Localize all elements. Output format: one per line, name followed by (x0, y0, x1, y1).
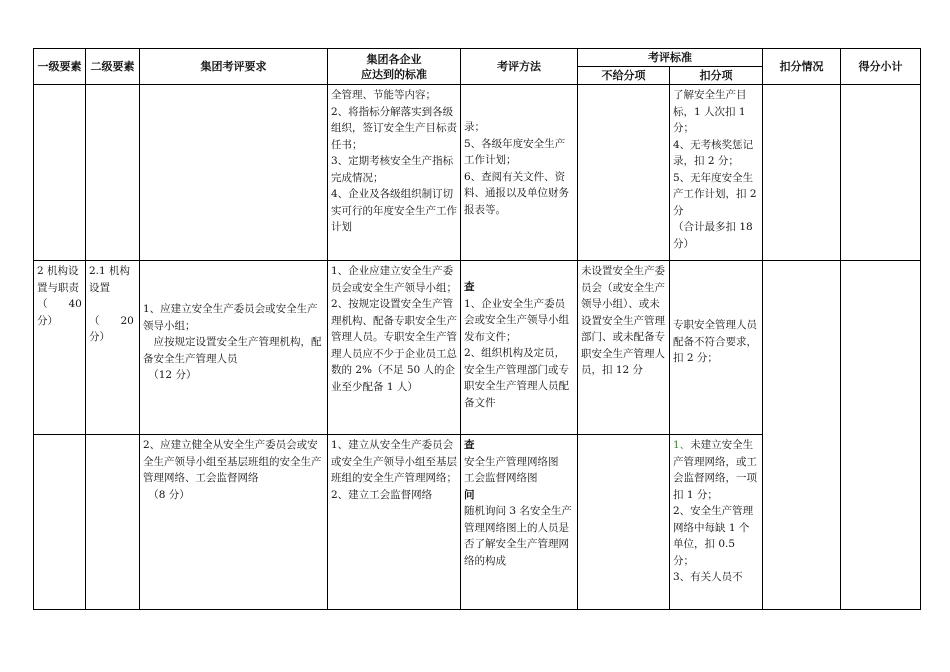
cell-level1 (34, 85, 86, 261)
cell-level2 (86, 85, 140, 261)
cell-subtotal (841, 85, 921, 261)
cell-level1: 2 机构设置与职责 （ 40 分） (34, 261, 86, 435)
table-row (34, 85, 921, 261)
deduct-item-number: 1、 (673, 439, 691, 451)
method-label-ask: 问 (464, 488, 475, 501)
cell-method (461, 261, 578, 435)
cell-requirement (140, 85, 328, 261)
method-text: 1、企业安全生产委员会或安全生产领导小组发布文件； 2、组织机构及定员，安全生产管理部门或专职安全生产管理人员配备文件 (464, 297, 569, 409)
cell-level2 (86, 435, 140, 610)
cell-requirement: 2、应建立健全从安全生产委员会或安全生产领导小组至基层班组的安全生产管理网络、工会监督网络 （8 分） (140, 435, 328, 610)
header-requirement: 集团考评要求 (140, 49, 328, 85)
cell-standard: 1、企业应建立安全生产委员会或安全生产领导小组； 2、按规定设置安全生产管理机构、配备专职安全生产管理人员。专职安全生产管理人员应不少于企业员工总数的 2%（不足 50 人的企业至少配备 1 人） (328, 261, 461, 435)
cell-no-score: 未设置安全生产委员会（或安全生产领导小组）、或未设置安全生产管理部门、或未配备专职安全生产管理人员，扣 12 分 (578, 261, 670, 435)
method-label-check: 查 (464, 281, 475, 293)
header-criteria: 考评标准 (578, 49, 763, 67)
cell-deduction-status (763, 261, 841, 610)
header-method: 考评方法 (461, 49, 578, 85)
cell-no-score (578, 85, 670, 261)
table-row (34, 261, 921, 435)
cell-subtotal (841, 261, 921, 610)
header-deduct: 扣分项 (670, 67, 763, 85)
table-header (34, 49, 921, 85)
method-text: 随机询问 3 名安全生产管理网络图上的人员是否了解安全生产管理网络的构成 (464, 505, 572, 567)
cell-deduct: 了解安全生产目标，1 人次扣 1 分； 4、无考核奖惩记录，扣 2 分； 5、无年度安全生产工作计划，扣 2 分 （合计最多扣 18分） (670, 85, 763, 261)
method-text: 安全生产管理网络图 工会监督网络图 (464, 455, 559, 484)
header-level2: 二级要素 (86, 49, 140, 85)
header-deduction-status: 扣分情况 (763, 49, 841, 85)
header-level1: 一级要素 (34, 49, 86, 85)
method-label-check: 查 (464, 439, 475, 451)
cell-no-score (578, 435, 670, 610)
cell-deduct (670, 435, 763, 610)
cell-deduction-status (763, 85, 841, 261)
header-standard: 集团各企业 应达到的标准 (328, 49, 461, 85)
header-subtotal: 得分小计 (841, 49, 921, 85)
cell-method: 录； 5、各级年度安全生产工作计划； 6、查阅有关文件、资料、通报以及单位财务报表等。 (461, 85, 578, 261)
cell-standard: 全管理、节能等内容； 2、将指标分解落实到各级组织，签订安全生产目标责任书； 3、定期考核安全生产指标完成情况； 4、企业及各级组织制订切实可行的年度安全生产工作计划 (328, 85, 461, 261)
cell-level2: 2.1 机构设置 （ 20 分） (86, 261, 140, 435)
evaluation-table-page (33, 48, 920, 610)
header-no-score: 不给分项 (578, 67, 670, 85)
cell-standard: 1、建立从安全生产委员会或安全生产领导小组至基层班组的安全生产管理网络； 2、建立工会监督网络 (328, 435, 461, 610)
evaluation-table (33, 48, 921, 610)
deduct-text: 未建立安全生产管理网络，或工会监督网络，一项扣 1 分； 2、安全生产管理网络中每缺 1 个单位，扣 0.5 分； 3、有关人员不 (673, 439, 757, 583)
cell-method (461, 435, 578, 610)
cell-level1 (34, 435, 86, 610)
cell-requirement: 1、应建立安全生产委员会或安全生产领导小组； 应按规定设置安全生产管理机构，配备安全生产管理人员 （12 分） (140, 261, 328, 435)
cell-deduct: 专职安全管理人员配备不符合要求，扣 2 分； (670, 261, 763, 435)
